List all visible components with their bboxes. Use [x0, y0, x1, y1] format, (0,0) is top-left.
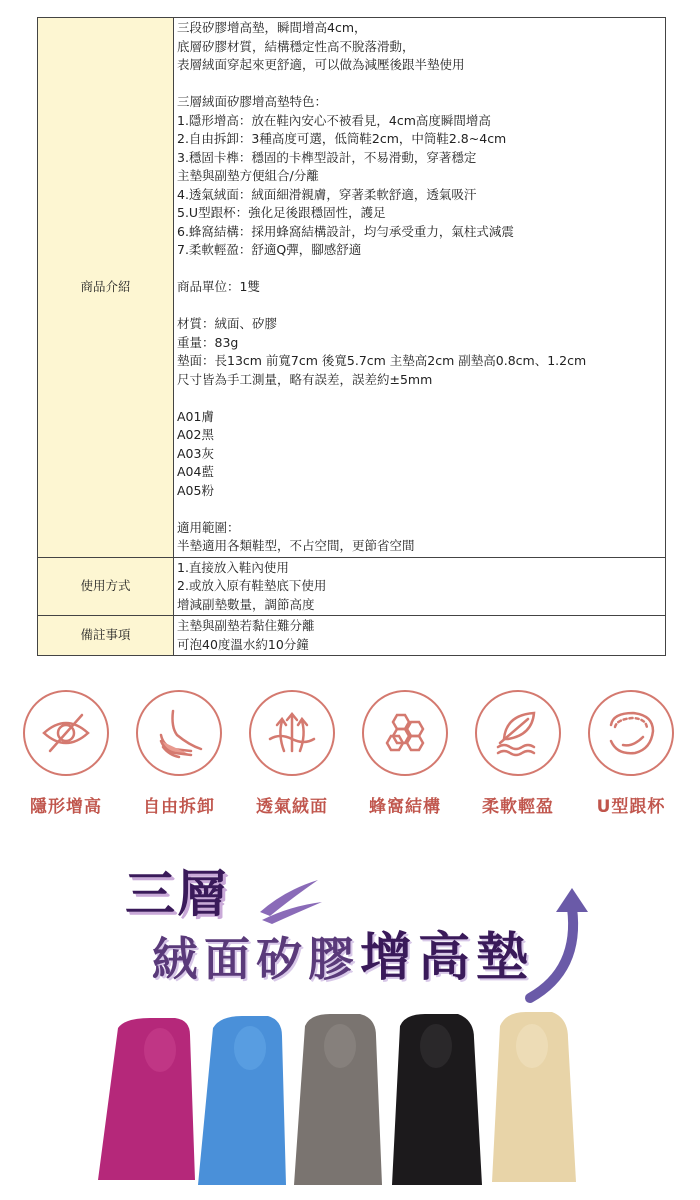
eye-hidden-icon: [23, 690, 109, 776]
content-line: 可泡40度溫水約10分鐘: [177, 636, 309, 652]
content-line: 7.柔軟輕盈：舒適Q彈，腳感舒適: [177, 242, 362, 257]
feather-icon: [475, 690, 561, 776]
content-line: 主墊與副墊若黏住難分離: [177, 618, 315, 633]
feature-invisible-height: [10, 690, 122, 817]
u-cup-icon: [588, 690, 674, 776]
feature-label: 蜂窩結構: [369, 797, 441, 817]
content-line: A04藍: [177, 464, 214, 479]
row-content: [174, 557, 666, 616]
spacer: [177, 75, 662, 94]
insole-pink: [98, 1018, 195, 1180]
content-line: 5.U型跟杯：強化足後跟穩固性，護足: [177, 205, 386, 220]
banner-title-line1: 三層: [125, 865, 229, 923]
content-line: 3.穩固卡榫：穩固的卡榫型設計，不易滑動，穿著穩定: [177, 149, 477, 165]
content-line: 材質：絨面、矽膠: [177, 316, 278, 331]
banner-title-line2: [152, 930, 534, 987]
content-line: A03灰: [177, 445, 214, 461]
airflow-icon: [249, 690, 335, 776]
banner-title-part-b: 增高墊: [360, 928, 535, 988]
feature-label: 自由拆卸: [143, 797, 215, 817]
row-label: 備註事項: [38, 616, 174, 656]
banner-title-part-a: 絨面矽膠: [152, 932, 360, 986]
feature-soft-light: [462, 690, 574, 817]
row-content: [174, 18, 666, 558]
insole-black: [392, 1014, 482, 1185]
feature-label: U型跟杯: [596, 797, 666, 817]
content-line: 1.直接放入鞋內使用: [177, 559, 289, 575]
insole-gray: [294, 1014, 382, 1185]
spec-row-usage: [38, 557, 666, 616]
spec-row-intro: [38, 18, 666, 558]
content-line: 尺寸皆為手工測量，略有誤差，誤差約±5mm: [177, 371, 433, 387]
content-line: 三段矽膠增高墊，瞬間增高4cm，: [177, 20, 367, 35]
heel-layers-icon: [136, 690, 222, 776]
content-line: 墊面：長13cm 前寬7cm 後寬5.7cm 主墊高2cm 副墊高0.8cm、1.2cm: [177, 353, 587, 368]
feature-removable: [123, 690, 235, 817]
content-line: 1.隱形增高：放在鞋內安心不被看見，4cm高度瞬間增高: [177, 112, 491, 128]
content-line: 6.蜂窩結構：採用蜂窩結構設計，均勻承受重力，氣柱式減震: [177, 223, 514, 239]
row-label: 使用方式: [38, 557, 174, 616]
feature-label: 隱形增高: [30, 797, 102, 817]
product-banner: [0, 850, 700, 1200]
feature-u-cup: [575, 690, 687, 817]
content-line: 2.或放入原有鞋墊底下使用: [177, 578, 327, 593]
spacer: [177, 297, 662, 316]
content-line: 增減副墊數量，調節高度: [177, 596, 315, 612]
content-line: 重量：83g: [177, 334, 239, 350]
content-line: 2.自由拆卸：3種高度可選，低筒鞋2cm，中筒鞋2.8~4cm: [177, 131, 507, 146]
row-content: [174, 616, 666, 656]
content-line: 適用範圍：: [177, 519, 240, 535]
content-line: A05粉: [177, 482, 214, 498]
feature-label: 柔軟輕盈: [482, 797, 554, 817]
honeycomb-icon: [362, 690, 448, 776]
content-line: 表層絨面穿起來更舒適，可以做為減壓後跟半墊使用: [177, 57, 465, 72]
feature-label: 透氣絨面: [256, 797, 328, 817]
content-line: 三層絨面矽膠增高墊特色：: [177, 94, 328, 109]
content-line: A02黑: [177, 427, 214, 442]
spacer: [177, 260, 662, 279]
feature-icons-row: [10, 690, 690, 830]
content-line: 4.透氣絨面：絨面細滑親膚，穿著柔軟舒適，透氣吸汗: [177, 186, 477, 202]
curved-arrow-icon: [530, 888, 588, 998]
content-line: 底層矽膠材質，結構穩定性高不脫落滑動，: [177, 38, 415, 54]
spec-row-notes: [38, 616, 666, 656]
content-line: A01膚: [177, 408, 214, 424]
spacer: [177, 500, 662, 519]
feature-honeycomb: [349, 690, 461, 817]
insole-blue: [198, 1016, 286, 1185]
content-line: 半墊適用各類鞋型，不占空間，更節省空間: [177, 538, 415, 553]
content-line: 主墊與副墊方便組合/分離: [177, 168, 319, 183]
insole-beige: [492, 1012, 576, 1182]
row-label: 商品介紹: [38, 18, 174, 558]
spacer: [177, 389, 662, 408]
content-line: 商品單位：1雙: [177, 279, 260, 294]
feature-breathable: [236, 690, 348, 817]
product-spec-table: [37, 17, 666, 656]
wing-accent-icon: [260, 880, 322, 924]
